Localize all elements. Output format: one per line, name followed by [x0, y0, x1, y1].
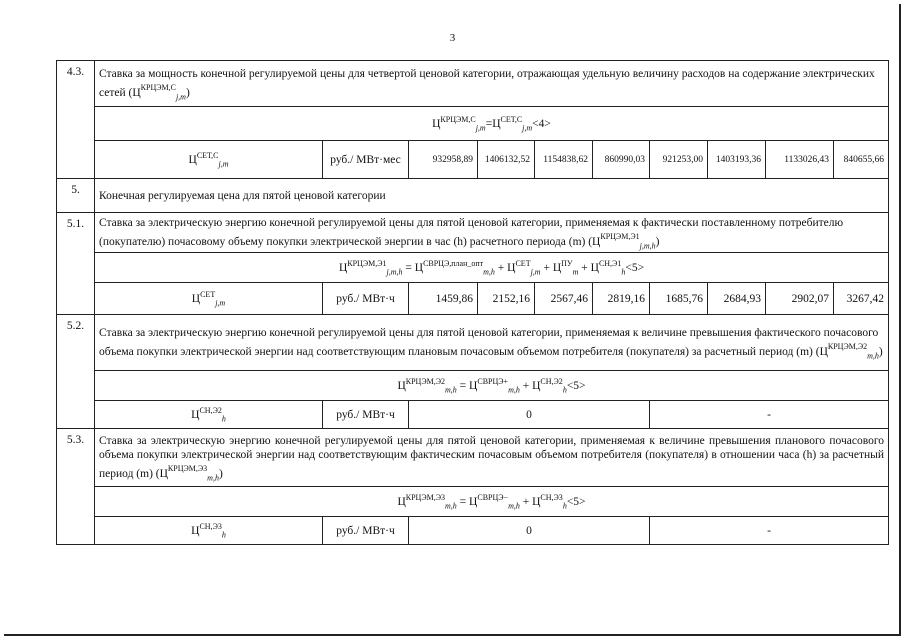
value-cell: 921253,00: [650, 141, 708, 179]
value-cell: 840655,66: [834, 141, 889, 179]
symbol: $Ц^{СН,Э3}_h$: [95, 517, 323, 545]
unit: руб./ МВт·мес: [323, 141, 409, 179]
unit: руб./ МВт·ч: [323, 283, 409, 315]
value-cell: 0: [409, 517, 650, 545]
row-number: 5.2.: [57, 315, 95, 429]
row-number: 5.1.: [57, 213, 95, 315]
value-cell: -: [650, 401, 889, 429]
formula: $Ц^{КРЦЭМ,С}_{j,m}=Ц^{СЕТ,С}_{j,m}<4>$: [95, 107, 889, 141]
row-5-1-header: [57, 213, 889, 253]
value-cell: 860990,03: [593, 141, 650, 179]
value-cell: 2567,46: [535, 283, 593, 315]
row-5-3-values: [57, 517, 889, 545]
row-5-3-formula: [57, 487, 889, 517]
row-5-2-header: [57, 315, 889, 371]
symbol: $Ц^{СЕТ,С}_{j,m}$: [95, 141, 323, 179]
value-cell: 1685,76: [650, 283, 708, 315]
symbol: $Ц^{СН,Э2}_h$: [95, 401, 323, 429]
value-cell: 1154838,62: [535, 141, 593, 179]
row-4-3-formula: [57, 107, 889, 141]
formula: $Ц^{КРЦЭМ,Э3}_{m,h} = Ц^{СВРЦЭ-}_{m,h} + Ц^{СН,Э3}_h<5>$: [95, 487, 889, 517]
value-cell: 2902,07: [766, 283, 834, 315]
row-5-2-formula: [57, 371, 889, 401]
value-cell: 1133026,43: [766, 141, 834, 179]
value-cell: 2152,16: [478, 283, 535, 315]
formula: $Ц^{КРЦЭМ,Э1}_{j,m,h} = Ц^{СВРЦЭ,план\_опт}_{m,h} + Ц^{СЕТ}_{j,m} + Ц^{ПУ}_m + Ц^{СН,Э1}_h<5>$: [95, 253, 889, 283]
value-cell: 2819,16: [593, 283, 650, 315]
value-cell: -: [650, 517, 889, 545]
row-description: Ставка за электрическую энергию конечной регулируемой цены для пятой ценовой категории, применяемая к величине превышения фактического почасового объема покупки электрической энергии над соответствующим плановым почасовым объемом потребителя (покупателя) за расчетный период (m) $(Ц^{КРЦЭМ,Э2}_{m,h})$: [95, 315, 889, 371]
row-5: [57, 179, 889, 213]
row-number: 4.3.: [57, 61, 95, 179]
row-number: 5.3.: [57, 429, 95, 545]
unit: руб./ МВт·ч: [323, 401, 409, 429]
formula: $Ц^{КРЦЭМ,Э2}_{m,h} = Ц^{СВРЦЭ+}_{m,h} + Ц^{СН,Э2}_h<5>$: [95, 371, 889, 401]
row-5-1-values: [57, 283, 889, 315]
symbol: $Ц^{СЕТ}_{j,m}$: [95, 283, 323, 315]
value-cell: 1459,86: [409, 283, 478, 315]
value-cell: 3267,42: [834, 283, 889, 315]
row-5-2-values: [57, 401, 889, 429]
row-description: Ставка за электрическую энергию конечной регулируемой цены для пятой ценовой категории, применяемая к величине превышения планового почасового объема покупки электрической энергии над соответствующим фактическим почасовым объемом потребителя (покупателя) в отношении часа (h) за расчетный период (m) $(Ц^{КРЦЭМ,Э3}_{m,h})$: [95, 429, 889, 487]
row-description: Конечная регулируемая цена для пятой ценовой категории: [95, 179, 889, 213]
row-4-3-header: [57, 61, 889, 107]
value-cell: 1406132,52: [478, 141, 535, 179]
row-4-3-values: [57, 141, 889, 179]
value-cell: 1403193,36: [708, 141, 766, 179]
row-description: Ставка за мощность конечной регулируемой цены для четвертой ценовой категории, отражающая удельную величину расходов на содержание электрических сетей $(Ц^{КРЦЭМ,С}_{j,m})$: [95, 61, 889, 107]
row-5-3-header: [57, 429, 889, 487]
row-number: 5.: [57, 179, 95, 213]
value-cell: 2684,93: [708, 283, 766, 315]
value-cell: 932958,89: [409, 141, 478, 179]
row-description: Ставка за электрическую энергию конечной регулируемой цены для пятой ценовой категории, применяемая к фактически поставленному потребителю (покупателю) почасовому объему покупки электрической энергии в час (h) расчетного периода (m) $(Ц^{КРЦЭМ,Э1}_{j,m,h})$: [95, 213, 889, 253]
unit: руб./ МВт·ч: [323, 517, 409, 545]
value-cell: 0: [409, 401, 650, 429]
row-5-1-formula: [57, 253, 889, 283]
page-number: 3: [449, 32, 456, 44]
tariff-table: [56, 60, 889, 545]
